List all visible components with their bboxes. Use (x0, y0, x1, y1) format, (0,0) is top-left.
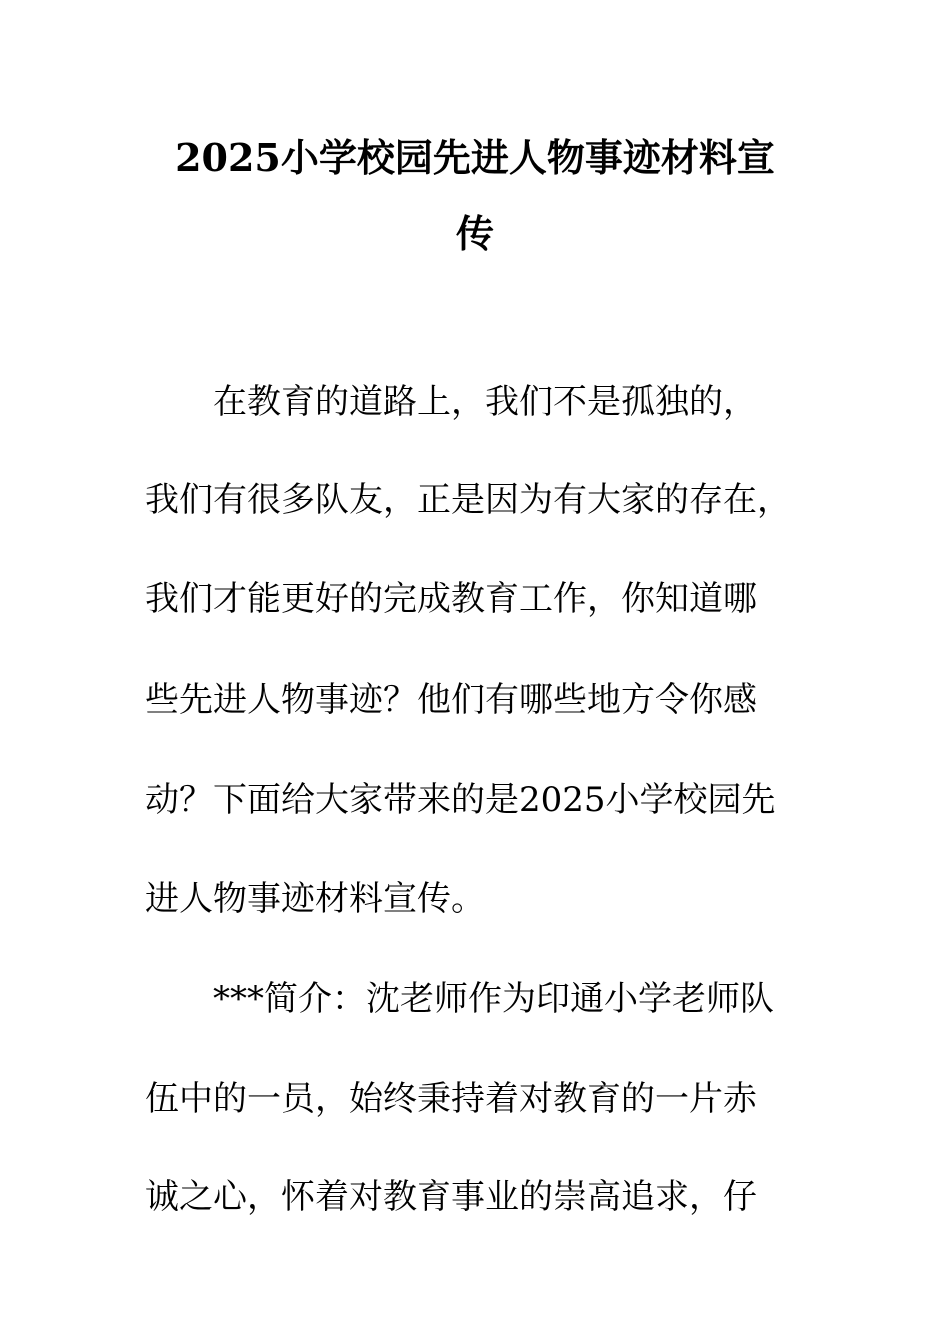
body-line: 动？下面给大家带来的是2025小学校园先 (145, 780, 776, 820)
body-line: 我们才能更好的完成教育工作，你知道哪 (145, 579, 757, 619)
body-line: ***简介：沈老师作为印通小学老师队 (213, 979, 774, 1019)
body-line: 我们有很多队友，正是因为有大家的存在， (145, 480, 791, 520)
title-line-2: 传 (455, 211, 494, 256)
document-title (150, 120, 800, 272)
body-line: 伍中的一员，始终秉持着对教育的一片赤 (145, 1079, 757, 1119)
body-line: 在教育的道路上，我们不是孤独的， (213, 382, 757, 422)
body-line: 些先进人物事迹？他们有哪些地方令你感 (145, 680, 757, 720)
body-line: 进人物事迹材料宣传。 (145, 879, 485, 919)
title-line-1: 2025小学校园先进人物事迹材料宣 (175, 135, 775, 180)
body-line: 诚之心，怀着对教育事业的崇高追求，仔 (145, 1177, 757, 1217)
